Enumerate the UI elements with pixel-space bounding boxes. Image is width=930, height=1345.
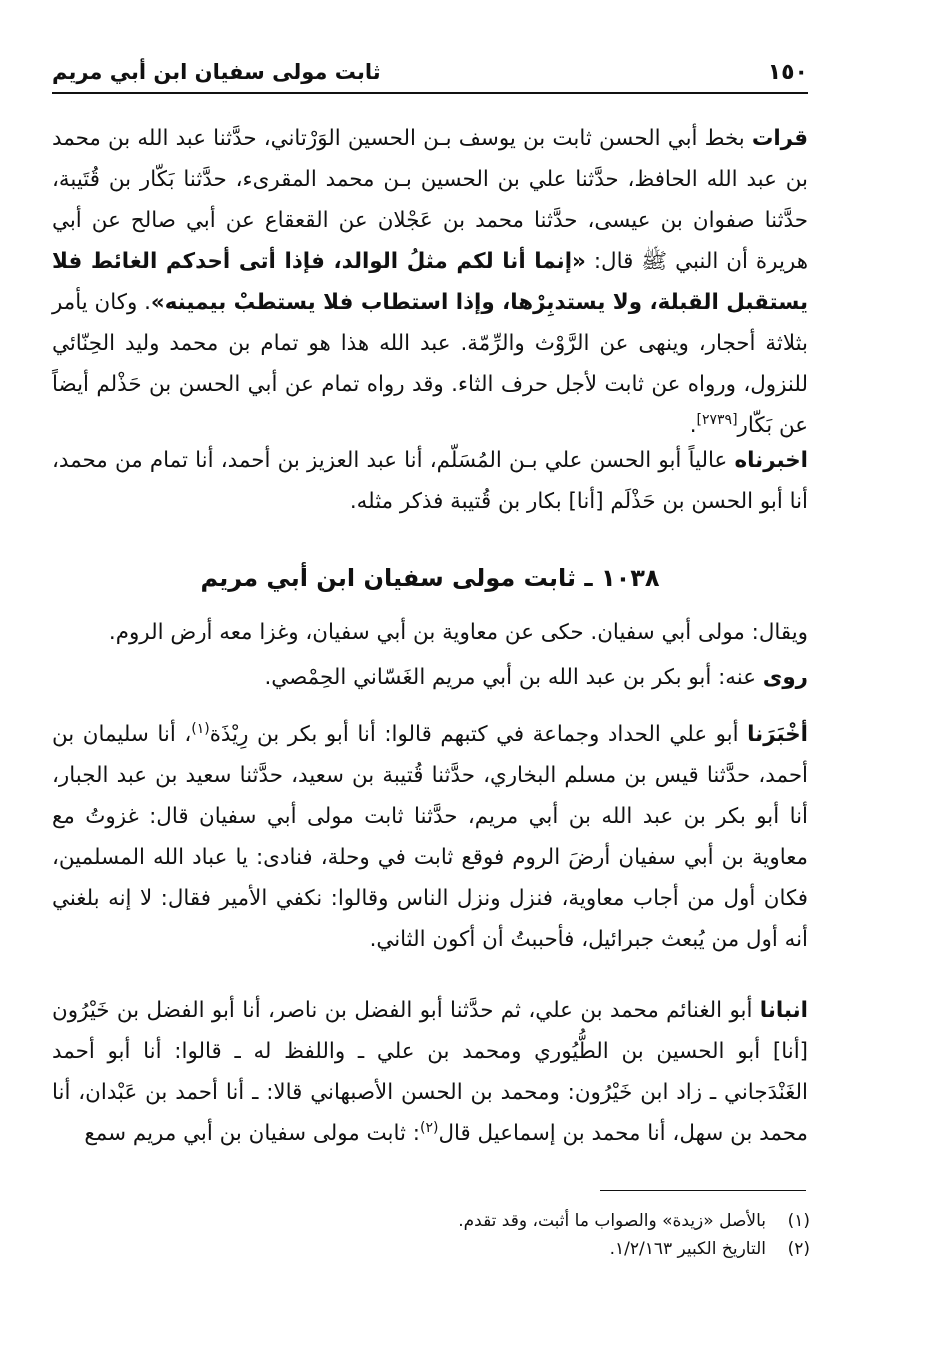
- footnote-number: (٢): [787, 1239, 810, 1259]
- paragraph-text: أبو علي الحداد وجماعة في كتبهم قالوا: أنا أبو بكر بن رِيْذَة: [209, 722, 748, 747]
- reference-number: [٢٧٣٩]: [696, 411, 738, 428]
- paragraph-text: عالياً أبو الحسن علي بـن المُسَلّم، أنا عبد العزيز بن أحمد، أنا تمام من محمد، أنا أبو الحسن بن حَذْلَم [أنا] بكار بن قُتيبة فذكر مثله.: [52, 448, 808, 514]
- paragraph-lead-word: اخبرناه: [734, 448, 808, 473]
- footnote-marker: (٢): [419, 1119, 439, 1136]
- footnote-text: بالأصل «زيدة» والصواب ما أثبت، وقد تقدم.: [458, 1211, 766, 1231]
- paragraph-lead-word: روى: [762, 665, 808, 690]
- paragraph-5: [52, 714, 808, 960]
- footnote: [300, 1207, 810, 1235]
- paragraph-text: ويقال: مولى أبي سفيان. حكى عن معاوية بن أبي سفيان، وغزا معه أرض الروم.: [108, 620, 808, 645]
- footnote-number: (١): [787, 1211, 810, 1231]
- paragraph-lead-word: أخْبَرَنا: [747, 722, 808, 747]
- paragraph-text: بخط أبي الحسن ثابت بن يوسف بـن الحسين الوَرْتاني، حدَّثنا عبد الله بن محمد بن عبد الله الحافظ، حدَّثنا علي بن الحسين بـن محمد المقرىء، حدَّثنا بَكّار بن قُتَيبة، حدَّثنا صفوان بن عيسى، حدَّثنا محمد بن عَجْلان عن القعقاع عن أبي صالح عن أبي هريرة أن النبي ﷺ قال:: [52, 126, 808, 274]
- paragraph-lead-word: قرات: [751, 126, 808, 151]
- paragraph-3: [52, 612, 808, 653]
- paragraph-text: أبو الغنائم محمد بن علي، ثم حدَّثنا أبو الفضل بن ناصر، أنا أبو الفضل بن خَيْرُون [أنا] أبو الحسين بن الطُّيُوري ومحمد بن علي ـ واللفظ له ـ قالوا: أنا أبو أحمد الغَنْدَجاني ـ زاد ابن خَيْرُون: ومحمد بن الحسن الأصبهاني قالا: ـ أنا أحمد بن عَبْدان، أنا محمد بن سهل، أنا محمد بن إسماعيل قال: [52, 998, 808, 1146]
- page-number: ١٥٠: [767, 60, 808, 85]
- footnote-marker: (١): [191, 720, 210, 737]
- hadith-quote: «إنما أنا لكم مثلُ الوالد، فإذا أتى أحدكم الغائط فلا يستقبل القبلة، ولا يستدبِرْها، وإذا استطاب فلا يستطبْ بيمينه»: [52, 249, 808, 315]
- paragraph-6: [52, 990, 808, 1154]
- paragraph-text: . وكان يأمر بثلاثة أحجار، وينهى عن الرَّوْث والرِّمّة. عبد الله هذا هو تمام بن محمد وليد الحِنّائي للنزول، ورواه عن ثابت لأجل حرف الثاء. وقد رواه تمام عن أبي الحسن بن حَذْلم أيضاً عن بَكّار: [52, 290, 808, 438]
- running-title: ثابت مولى سفيان ابن أبي مريم: [52, 60, 381, 84]
- paragraph-4: [52, 657, 808, 698]
- paragraph-text: عنه: أبو بكر بن عبد الله بن أبي مريم الغَسّاني الحِمْصي.: [264, 665, 763, 690]
- footnote-text: التاريخ الكبير ١/٢/١٦٣.: [609, 1239, 766, 1259]
- paragraph-text: : ثابت مولى سفيان بن أبي مريم سمع: [84, 1121, 420, 1146]
- footnote-divider: [600, 1190, 806, 1191]
- footnote: [300, 1235, 810, 1263]
- footnotes: [300, 1207, 810, 1263]
- paragraph-text: ، أنا سليمان بن أحمد، حدَّثنا قيس بن مسلم البخاري، حدَّثنا قُتيبة بن سعيد، حدَّثنا سعيد بن عبد الجبار، أنا أبو بكر بن عبد الله بن أبي مريم، حدَّثنا ثابت مولى أبي سفيان قال: غزوتُ مع معاوية بن أبي سفيان أرضَ الروم فوقع ثابت في وحلة، فنادى: يا عباد الله المسلمين، فكان أول من أجاب معاوية، فنزل ونزل الناس وقالوا: نكفي الأمير فقال: لا إنه بلغني أنه أول من يُبعث جبرائيل، فأحببتُ أن أكون الثاني.: [52, 722, 808, 952]
- paragraph-1: قرات بخط أبي الحسن ثابت بن يوسف بـن الحسين الوَرْتاني، حدَّثنا عبد الله بن محمد بن عبد الله الحافظ، حدَّثنا علي بن الحسين بـن محمد المقرىء، حدَّثنا بَكّار بن قُتَيبة، حدَّثنا صفوان بن عيسى، حدَّثنا محمد بن عَجْلان عن القعقاع عن أبي صالح عن أبي هريرة أن النبي ﷺ قال: «إنما أنا لكم مثلُ الوالد، فإذا أتى أحدكم الغائط فلا يستقبل القبلة، ولا يستدبِرْها، وإذا استطاب فلا يستطبْ بيمينه». وكان يأمر بثلاثة أحجار، وينهى عن الرَّوْث والرِّمّة. عبد الله هذا هو تمام بن محمد وليد الحِنّائي للنزول، ورواه عن ثابت لأجل حرف الثاء. وقد رواه تمام عن أبي الحسن بن حَذْلم أيضاً عن بَكّار[٢٧٣٩].: [52, 126, 808, 438]
- paragraph-2: [52, 440, 808, 522]
- running-header: [52, 58, 808, 94]
- biography-heading: ١٠٣٨ ـ ثابت مولى سفيان ابن أبي مريم: [200, 564, 660, 592]
- paragraph-lead-word: انبانا: [759, 998, 808, 1023]
